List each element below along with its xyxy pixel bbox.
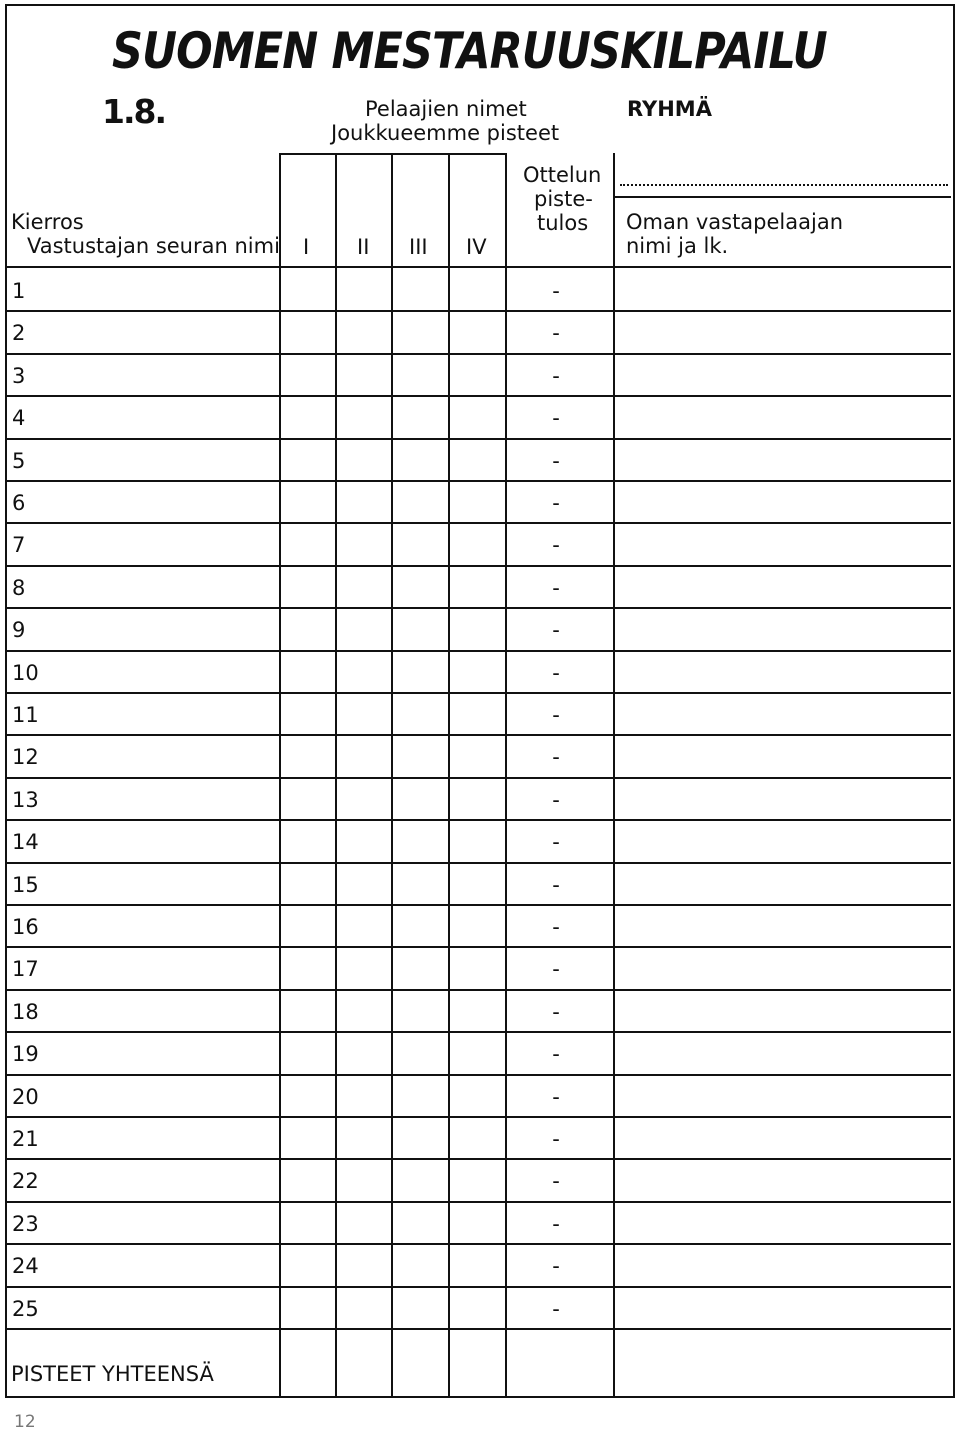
total-col-divider-5	[505, 1328, 507, 1396]
player-col-2-label: II	[357, 235, 370, 259]
round-number: 6	[12, 491, 26, 515]
match-result-cell: -	[552, 1296, 560, 1321]
player-col-divider-4	[448, 153, 450, 1328]
row-divider	[6, 607, 951, 609]
round-number: 14	[12, 830, 39, 855]
row-divider	[6, 946, 951, 948]
row-divider	[6, 1243, 951, 1245]
row-divider	[6, 522, 951, 524]
match-result-cell: -	[552, 915, 560, 939]
row-divider	[6, 1158, 951, 1160]
page-title: SUOMEN MESTARUUSKILPAILU	[112, 22, 827, 80]
row-divider	[6, 989, 951, 991]
row-divider	[6, 1031, 951, 1033]
round-number: 10	[12, 660, 39, 685]
player-col-divider-3	[391, 153, 393, 1328]
round-number: 5	[12, 448, 26, 473]
match-result-label-line3: tulos	[537, 211, 589, 235]
opponent-player-label-line2: nimi ja lk.	[626, 234, 729, 258]
match-result-cell: -	[552, 406, 560, 431]
row-divider	[6, 480, 951, 482]
player-col-3-label: III	[409, 235, 428, 259]
total-col-divider-1	[279, 1328, 281, 1396]
result-col-divider	[613, 153, 615, 1396]
match-result-cell: -	[552, 1254, 560, 1279]
group-label: RYHMÄ	[627, 97, 712, 121]
round-number: 12	[12, 745, 39, 770]
round-number: 15	[12, 872, 39, 897]
round-number: 2	[12, 321, 26, 346]
players-header-line2: Joukkueemme pisteet	[331, 121, 560, 145]
row-divider	[6, 1116, 951, 1118]
match-result-cell: -	[552, 1084, 560, 1109]
player-col-1-label: I	[303, 235, 310, 259]
row-divider	[6, 438, 951, 440]
round-number: 4	[12, 406, 26, 431]
round-number: 21	[12, 1127, 39, 1151]
row-divider	[6, 650, 951, 652]
row-divider	[6, 310, 951, 312]
round-number: 7	[12, 533, 26, 558]
match-result-cell: -	[552, 745, 560, 770]
round-number: 11	[12, 703, 39, 727]
round-number: 3	[12, 363, 26, 388]
row-divider	[6, 1286, 951, 1288]
match-result-cell: -	[552, 660, 560, 685]
match-result-cell: -	[552, 363, 560, 388]
total-col-divider-4	[448, 1328, 450, 1396]
players-header-line1: Pelaajien nimet	[365, 97, 527, 121]
round-number: 25	[12, 1296, 39, 1321]
match-result-cell: -	[552, 1211, 560, 1236]
match-result-cell: -	[552, 1042, 560, 1067]
round-column-label: Kierros	[11, 210, 84, 234]
match-result-cell: -	[552, 533, 560, 558]
player-col-4-label: IV	[466, 235, 487, 259]
group-dotted-line	[620, 184, 948, 186]
round-number: 16	[12, 915, 39, 939]
round-number: 18	[12, 999, 39, 1024]
row-divider	[6, 1074, 951, 1076]
player-col-divider-5	[505, 153, 507, 1328]
header-bottom-line	[6, 266, 951, 268]
round-number: 9	[12, 618, 26, 643]
row-divider	[6, 734, 951, 736]
opponent-club-column-label: Vastustajan seuran nimi	[27, 234, 280, 258]
match-result-cell: -	[552, 491, 560, 515]
opponent-player-label-line1: Oman vastapelaajan	[626, 210, 844, 234]
match-result-cell: -	[552, 872, 560, 897]
round-number: 24	[12, 1254, 39, 1279]
match-result-label-line2: piste-	[534, 187, 593, 211]
match-result-cell: -	[552, 1127, 560, 1151]
match-result-cell: -	[552, 957, 560, 982]
round-number: 20	[12, 1084, 39, 1109]
players-header-top-line	[279, 153, 507, 155]
row-divider	[6, 862, 951, 864]
round-number: 8	[12, 575, 26, 600]
row-divider	[6, 904, 951, 906]
match-result-cell: -	[552, 279, 560, 303]
player-col-divider-2	[335, 153, 337, 1328]
row-divider	[6, 692, 951, 694]
player-col-divider-1	[279, 153, 281, 1328]
round-number: 17	[12, 957, 39, 982]
row-divider	[6, 1201, 951, 1203]
match-result-cell: -	[552, 830, 560, 855]
match-result-cell: -	[552, 448, 560, 473]
match-result-cell: -	[552, 999, 560, 1024]
row-divider	[6, 1328, 951, 1330]
match-result-label-line1: Ottelun	[523, 163, 602, 187]
round-number: 13	[12, 787, 39, 812]
opponent-header-top-line	[613, 196, 951, 198]
round-number: 19	[12, 1042, 39, 1067]
page-number: 12	[14, 1412, 36, 1432]
date-label: 1.8.	[102, 92, 165, 131]
total-col-divider-3	[391, 1328, 393, 1396]
row-divider	[6, 395, 951, 397]
row-divider	[6, 565, 951, 567]
round-number: 22	[12, 1169, 39, 1194]
match-result-cell: -	[552, 321, 560, 346]
row-divider	[6, 777, 951, 779]
total-col-divider-2	[335, 1328, 337, 1396]
round-number: 23	[12, 1211, 39, 1236]
match-result-cell: -	[552, 787, 560, 812]
round-number: 1	[12, 279, 26, 303]
row-divider	[6, 819, 951, 821]
match-result-cell: -	[552, 618, 560, 643]
match-result-cell: -	[552, 575, 560, 600]
match-result-cell: -	[552, 1169, 560, 1194]
match-result-cell: -	[552, 703, 560, 727]
row-divider	[6, 353, 951, 355]
total-points-label: PISTEET YHTEENSÄ	[11, 1362, 214, 1386]
